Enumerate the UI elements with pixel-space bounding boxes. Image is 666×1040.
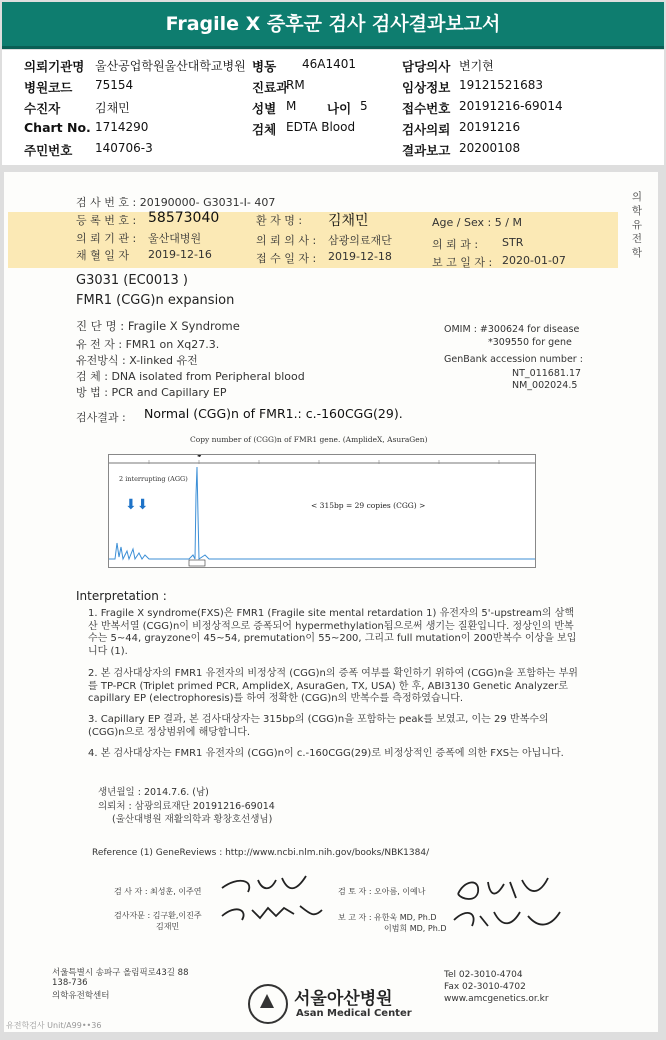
interpretation-4: 4. 본 검사대상자는 FMR1 유전자의 (CGG)n이 c.-160CGG(29)로 비정상적인 증폭에 의한 FXS는 아닙니다. [88, 748, 564, 759]
header-label: 접수번호 [402, 101, 451, 116]
fax: Fax 02-3010-4702 [444, 982, 526, 992]
header-label: 수진자 [24, 101, 61, 116]
header-label: Chart No. [24, 120, 91, 135]
examiner: 검 사 자 : 최성훈, 이주연 [114, 887, 202, 896]
website: www.amcgenetics.or.kr [444, 994, 549, 1004]
supervisor: 검사자문 : 김구환,이진주 [114, 911, 202, 920]
supervisor-2: 김재민 [156, 922, 180, 931]
requester-detail: (울산대병원 재활의학과 황창호선생님) [112, 814, 273, 825]
patient-header [2, 50, 664, 165]
header-value: 75154 [95, 78, 134, 92]
reporter: 보 고 자 : 유한욱 MD, Ph.D [338, 913, 437, 922]
form-number: 유전학검사 Unit/A99••36 [6, 1021, 102, 1030]
exam-number: 검 사 번 호 : 20190000- G3031-I- 407 [76, 196, 276, 209]
asan-foundation-seal-icon [248, 984, 288, 1024]
header-label: 검사의뢰 [402, 122, 451, 137]
signature-reviewer [450, 872, 570, 940]
header-value: 20191216 [459, 120, 521, 134]
header-value: 울산공업학원울산대학교병원 [95, 59, 246, 73]
patient-name: 김채민 [328, 213, 369, 229]
header-value: 김채민 [95, 101, 130, 115]
report-date: 2020-01-07 [502, 254, 566, 267]
arrow-down-icon: ⬇⬇ [125, 497, 149, 513]
interpretation-3: 3. Capillary EP 결과, 본 검사대상자는 315bp의 (CGG)n을 포함하는 peak를 보였고, 이는 29 반복수의 (CGG)n으로 정상범위에 해당합니다. [88, 714, 549, 738]
test-name: FMR1 (CGG)n expansion [76, 293, 235, 308]
inheritance: 유전방식 : X-linked 유전 [76, 354, 198, 367]
birth-date: 생년월일 : 2014.7.6. (남) [98, 787, 209, 798]
header-label: 병원코드 [24, 80, 73, 95]
inst-value: 울산대병원 [148, 232, 202, 245]
header-label: 주민번호 [24, 143, 73, 158]
dept-label: 의 뢰 과 : [432, 238, 479, 251]
electropherogram [108, 454, 536, 568]
result-label: 검사결과 : [76, 411, 126, 424]
hospital-name-korean: 서울아산병원 [294, 989, 393, 1009]
report-title: Fragile X 증후군 검사 검사결과보고서 [2, 2, 664, 49]
interpretation-title: Interpretation : [76, 589, 167, 603]
header-value: 19121521683 [459, 78, 543, 92]
header-label: 결과보고 [402, 143, 451, 158]
graph-caption: Copy number of (CGG)n of FMR1 gene. (AmplideX, AsuraGen) [190, 435, 428, 444]
address-line-3: 의학유전학센터 [52, 991, 110, 1001]
method: 방 법 : PCR and Capillary EP [76, 386, 227, 399]
reporter-2: 이범희 MD, Ph.D [384, 924, 447, 933]
signature-examiner [218, 870, 328, 930]
dept-value: STR [502, 236, 524, 249]
recv-date: 2019-12-18 [328, 250, 392, 263]
result-value: Normal (CGG)n of FMR1.: c.-160CGG(29). [144, 406, 403, 421]
header-value: EDTA Blood [286, 120, 356, 134]
graph-note: < 315bp = 29 copies (CGG) > [311, 501, 426, 510]
header-value: 5 [360, 99, 368, 113]
omim-disease: OMIM : #300624 for disease [444, 324, 580, 335]
diagnosis: 진 단 명 : Fragile X Syndrome [76, 319, 240, 333]
header-value: 1714290 [95, 120, 149, 134]
gene: 유 전 자 : FMR1 on Xq27.3. [76, 338, 220, 351]
reg-number: 58573040 [148, 210, 220, 226]
address-line-2: 138-736 [52, 978, 88, 988]
header-value: 20200108 [459, 141, 521, 155]
header-label: 임상정보 [402, 80, 451, 95]
scanned-report [4, 172, 658, 1032]
page-bottom [0, 1032, 666, 1040]
recv-label: 접 수 일 자 : [256, 252, 317, 265]
hospital-name-english: Asan Medical Center [296, 1008, 412, 1019]
reviewer: 검 토 자 : 오아름, 이예나 [338, 887, 426, 896]
header-label: 성별 [252, 101, 277, 116]
inst-label: 의 뢰 기 관 : [76, 232, 137, 245]
genbank-label: GenBank accession number : [444, 354, 583, 365]
specimen: 검 체 : DNA isolated from Peripheral blood [76, 370, 305, 383]
header-value: 변기현 [459, 59, 494, 73]
requester: 의뢰처 : 삼광의료재단 20191216-69014 [98, 801, 275, 812]
header-label: 검체 [252, 122, 277, 137]
req-dr-value: 삼광의료재단 [328, 234, 392, 247]
tel: Tel 02-3010-4704 [444, 970, 523, 980]
header-label: 나이 [327, 101, 352, 116]
omim-gene: *309550 for gene [488, 337, 572, 348]
test-code: G3031 (EC0013 ) [76, 273, 188, 288]
header-value: RM [286, 78, 305, 92]
header-label: 의뢰기관명 [24, 59, 85, 74]
header-label: 담당의사 [402, 59, 451, 74]
draw-label: 채 혈 일 자 [76, 249, 129, 262]
report-label: 보 고 일 자 : [432, 256, 493, 269]
req-dr-label: 의 뢰 의 사 : [256, 234, 317, 247]
department-vertical-label: 의학유전학 [631, 191, 643, 259]
draw-date: 2019-12-16 [148, 248, 212, 261]
genbank-nt: NT_011681.17 [512, 368, 582, 379]
interpretation-2: 2. 본 검사대상자의 FMR1 유전자의 비정상적 (CGG)n의 증폭 여부를 확인하기 위하여 (CGG)n을 포함하는 부위를 TP-PCR (Triplet primed PCR, AmplideX, AsuraGen, TX, USA) 한 후, ABI3130 Genetic Analyzer로 capillary EP (electrophoresis)를 하여 정확한 (CGG)n의 반복수를 측정하였습니다. [88, 668, 578, 704]
reference: Reference (1) GeneReviews : http://www.ncbi.nlm.nih.gov/books/NBK1384/ [92, 848, 430, 858]
patient-label: 환 자 명 : [256, 214, 303, 227]
header-value: 46A1401 [302, 57, 357, 71]
header-value: 140706-3 [95, 141, 153, 155]
header-label: 병동 [252, 59, 277, 74]
graph-interrupt-label: 2 interrupting (AGG) [119, 475, 188, 483]
age-sex: Age / Sex : 5 / M [432, 216, 522, 229]
header-value: M [286, 99, 297, 113]
header-value: 20191216-69014 [459, 99, 563, 113]
header-label: 진료과 [252, 80, 289, 95]
reg-label: 등 록 번 호 : [76, 214, 137, 227]
address-line-1: 서울특별시 송파구 올림픽로43길 88 [52, 968, 189, 978]
interpretation-1: 1. Fragile X syndrome(FXS)은 FMR1 (Fragile site mental retardation 1) 유전자의 5'-upstream의 삼핵산 반복서열 (CGG)n이 비정상적으로 증폭되어 hypermethylation됨으로써 생기는 질환입니다. 정상인의 반복수는 5~44, grayzone이 45~54, premutation이 55~200, 그리고 full mutation이 200반복수 이상을 보입니다 (1). [88, 608, 577, 657]
genbank-nm: NM_002024.5 [512, 380, 578, 391]
